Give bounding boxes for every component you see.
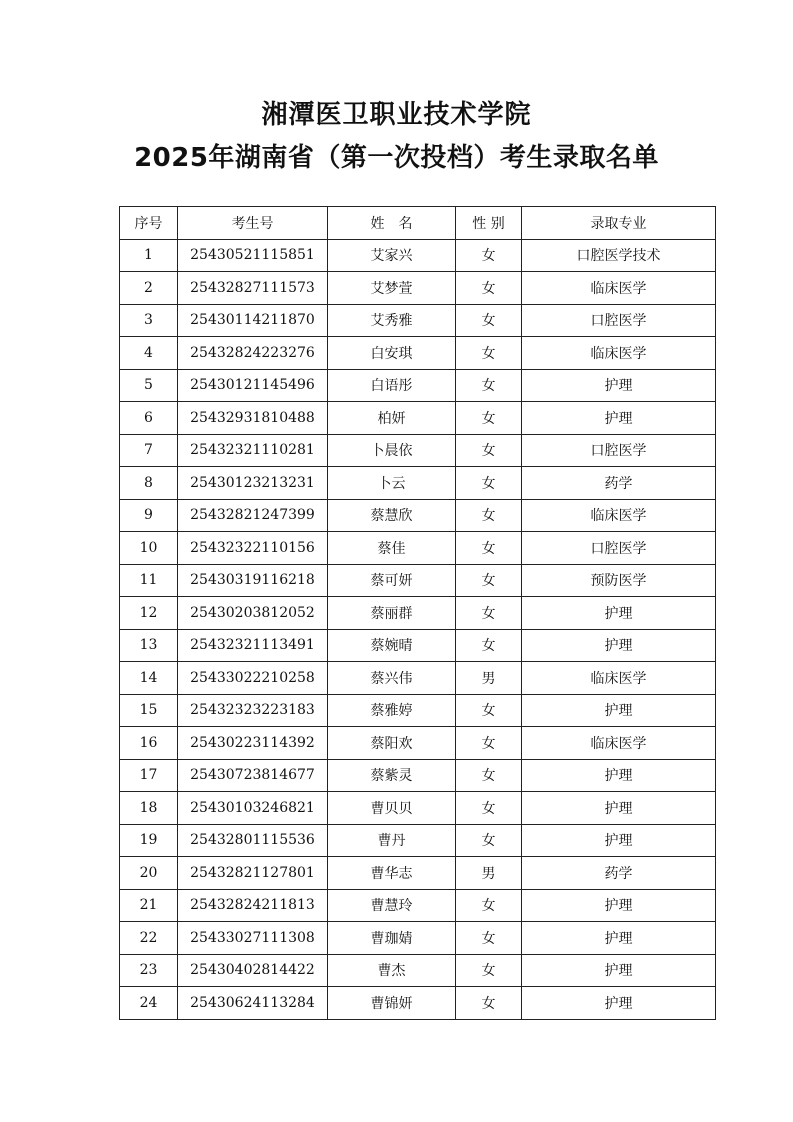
cell-name: 卜晨依: [328, 434, 456, 467]
table-row: [120, 954, 716, 987]
cell-seq: 20: [120, 857, 178, 890]
table-row: [120, 467, 716, 500]
cell-exam-id: 25430402814422: [178, 954, 328, 987]
admission-table: [119, 206, 716, 1020]
cell-exam-id: 25430114211870: [178, 304, 328, 337]
table-row: [120, 272, 716, 305]
cell-name: 蔡兴伟: [328, 662, 456, 695]
cell-gender: 女: [456, 694, 522, 727]
table-row: [120, 889, 716, 922]
table-row: [120, 402, 716, 435]
cell-exam-id: 25432821127801: [178, 857, 328, 890]
cell-exam-id: 25432827111573: [178, 272, 328, 305]
table-row: [120, 792, 716, 825]
document-subtitle: 2025年湖南省（第一次投档）考生录取名单: [134, 143, 659, 173]
cell-exam-id: 25432824211813: [178, 889, 328, 922]
header-name: 姓 名: [328, 207, 456, 240]
cell-gender: 女: [456, 564, 522, 597]
cell-name: 曹贝贝: [328, 792, 456, 825]
cell-exam-id: 25430624113284: [178, 987, 328, 1020]
cell-major: 护理: [522, 402, 716, 435]
table-row: [120, 532, 716, 565]
table-row: [120, 759, 716, 792]
cell-name: 曹杰: [328, 954, 456, 987]
cell-major: 护理: [522, 922, 716, 955]
cell-seq: 1: [120, 239, 178, 272]
cell-seq: 2: [120, 272, 178, 305]
cell-gender: 女: [456, 597, 522, 630]
cell-gender: 女: [456, 402, 522, 435]
cell-exam-id: 25430723814677: [178, 759, 328, 792]
cell-exam-id: 25430121145496: [178, 369, 328, 402]
cell-seq: 13: [120, 629, 178, 662]
table-row: [120, 824, 716, 857]
cell-exam-id: 25432801115536: [178, 824, 328, 857]
cell-gender: 男: [456, 857, 522, 890]
cell-exam-id: 25433022210258: [178, 662, 328, 695]
cell-exam-id: 25432821247399: [178, 499, 328, 532]
header-seq: 序号: [120, 207, 178, 240]
table-row: [120, 564, 716, 597]
cell-seq: 6: [120, 402, 178, 435]
table-row: [120, 434, 716, 467]
cell-name: 蔡佳: [328, 532, 456, 565]
cell-seq: 8: [120, 467, 178, 500]
table-row: [120, 304, 716, 337]
header-gender: 性 别: [456, 207, 522, 240]
cell-gender: 女: [456, 792, 522, 825]
cell-gender: 女: [456, 239, 522, 272]
cell-gender: 女: [456, 434, 522, 467]
cell-seq: 11: [120, 564, 178, 597]
cell-gender: 女: [456, 629, 522, 662]
cell-seq: 14: [120, 662, 178, 695]
cell-gender: 女: [456, 467, 522, 500]
cell-major: 口腔医学: [522, 434, 716, 467]
cell-gender: 女: [456, 499, 522, 532]
cell-seq: 16: [120, 727, 178, 760]
cell-seq: 3: [120, 304, 178, 337]
cell-major: 护理: [522, 694, 716, 727]
cell-name: 蔡紫灵: [328, 759, 456, 792]
cell-major: 护理: [522, 759, 716, 792]
cell-name: 曹丹: [328, 824, 456, 857]
table-row: [120, 857, 716, 890]
cell-gender: 男: [456, 662, 522, 695]
cell-seq: 12: [120, 597, 178, 630]
cell-gender: 女: [456, 759, 522, 792]
cell-name: 柏妍: [328, 402, 456, 435]
cell-name: 蔡婉晴: [328, 629, 456, 662]
cell-seq: 22: [120, 922, 178, 955]
cell-major: 预防医学: [522, 564, 716, 597]
cell-gender: 女: [456, 727, 522, 760]
cell-gender: 女: [456, 889, 522, 922]
cell-name: 蔡雅婷: [328, 694, 456, 727]
cell-major: 临床医学: [522, 499, 716, 532]
table-row: [120, 369, 716, 402]
cell-seq: 23: [120, 954, 178, 987]
cell-name: 曹慧玲: [328, 889, 456, 922]
cell-gender: 女: [456, 922, 522, 955]
table-row: [120, 597, 716, 630]
cell-name: 艾家兴: [328, 239, 456, 272]
cell-name: 蔡慧欣: [328, 499, 456, 532]
cell-major: 临床医学: [522, 272, 716, 305]
cell-exam-id: 25430521115851: [178, 239, 328, 272]
cell-exam-id: 25432321113491: [178, 629, 328, 662]
cell-gender: 女: [456, 987, 522, 1020]
cell-major: 护理: [522, 792, 716, 825]
cell-major: 护理: [522, 824, 716, 857]
cell-major: 药学: [522, 857, 716, 890]
cell-exam-id: 25432321110281: [178, 434, 328, 467]
cell-name: 蔡丽群: [328, 597, 456, 630]
cell-major: 护理: [522, 954, 716, 987]
cell-major: 护理: [522, 987, 716, 1020]
cell-major: 口腔医学: [522, 304, 716, 337]
header-major: 录取专业: [522, 207, 716, 240]
cell-gender: 女: [456, 369, 522, 402]
cell-exam-id: 25430223114392: [178, 727, 328, 760]
cell-seq: 5: [120, 369, 178, 402]
cell-seq: 9: [120, 499, 178, 532]
cell-major: 药学: [522, 467, 716, 500]
cell-gender: 女: [456, 337, 522, 370]
table-row: [120, 499, 716, 532]
cell-name: 白安琪: [328, 337, 456, 370]
cell-exam-id: 25432322110156: [178, 532, 328, 565]
cell-major: 护理: [522, 889, 716, 922]
cell-name: 曹华志: [328, 857, 456, 890]
cell-exam-id: 25432323223183: [178, 694, 328, 727]
cell-exam-id: 25432931810488: [178, 402, 328, 435]
document-title: 湘潭医卫职业技术学院: [261, 100, 532, 130]
cell-major: 护理: [522, 597, 716, 630]
cell-seq: 21: [120, 889, 178, 922]
cell-gender: 女: [456, 532, 522, 565]
cell-name: 曹锦妍: [328, 987, 456, 1020]
table-row: [120, 629, 716, 662]
cell-exam-id: 25430319116218: [178, 564, 328, 597]
cell-name: 曹珈婧: [328, 922, 456, 955]
table-row: [120, 239, 716, 272]
cell-gender: 女: [456, 304, 522, 337]
cell-seq: 10: [120, 532, 178, 565]
cell-seq: 19: [120, 824, 178, 857]
cell-exam-id: 25432824223276: [178, 337, 328, 370]
cell-major: 临床医学: [522, 727, 716, 760]
table-row: [120, 987, 716, 1020]
cell-gender: 女: [456, 824, 522, 857]
cell-name: 艾秀雅: [328, 304, 456, 337]
cell-exam-id: 25430123213231: [178, 467, 328, 500]
table-row: [120, 662, 716, 695]
cell-major: 护理: [522, 629, 716, 662]
cell-major: 口腔医学: [522, 532, 716, 565]
table-row: [120, 337, 716, 370]
cell-major: 临床医学: [522, 662, 716, 695]
table-row: [120, 922, 716, 955]
table-body: [120, 239, 716, 1019]
cell-seq: 17: [120, 759, 178, 792]
cell-gender: 女: [456, 954, 522, 987]
table-row: [120, 694, 716, 727]
cell-seq: 15: [120, 694, 178, 727]
cell-seq: 24: [120, 987, 178, 1020]
cell-name: 蔡阳欢: [328, 727, 456, 760]
cell-major: 口腔医学技术: [522, 239, 716, 272]
cell-seq: 18: [120, 792, 178, 825]
cell-seq: 7: [120, 434, 178, 467]
table-header-row: [120, 207, 716, 240]
cell-major: 护理: [522, 369, 716, 402]
cell-seq: 4: [120, 337, 178, 370]
cell-exam-id: 25430103246821: [178, 792, 328, 825]
cell-gender: 女: [456, 272, 522, 305]
cell-exam-id: 25430203812052: [178, 597, 328, 630]
cell-name: 卜云: [328, 467, 456, 500]
cell-name: 蔡可妍: [328, 564, 456, 597]
cell-name: 艾梦萱: [328, 272, 456, 305]
table-row: [120, 727, 716, 760]
cell-name: 白语彤: [328, 369, 456, 402]
cell-major: 临床医学: [522, 337, 716, 370]
header-exam-id: 考生号: [178, 207, 328, 240]
cell-exam-id: 25433027111308: [178, 922, 328, 955]
